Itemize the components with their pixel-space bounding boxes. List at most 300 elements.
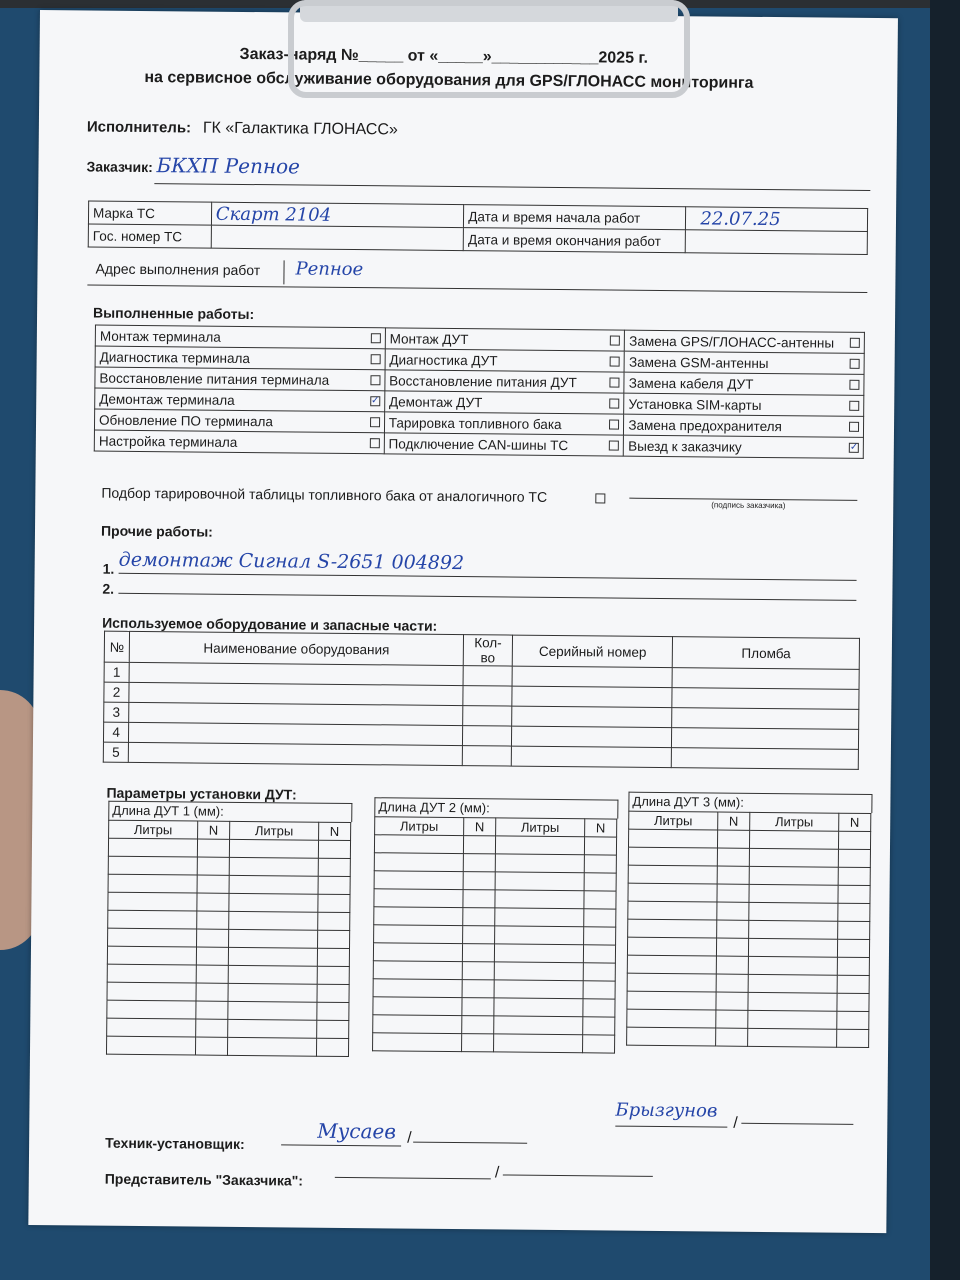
dut-row — [107, 946, 349, 966]
dut-row — [108, 856, 350, 876]
dut-col-header: Литры — [109, 820, 198, 839]
equipment-cell[interactable] — [512, 686, 672, 708]
work-label: Диагностика терминала — [99, 349, 250, 366]
dut-cell[interactable] — [627, 1027, 716, 1046]
dut-cell[interactable] — [318, 912, 350, 930]
dut-cell[interactable] — [748, 956, 837, 975]
dut-row — [627, 1027, 869, 1047]
rep-sign-line-upper — [615, 1126, 727, 1128]
work-cell — [95, 346, 385, 370]
equipment-cell[interactable] — [512, 726, 672, 748]
dut-row — [108, 838, 350, 858]
equipment-cell[interactable] — [512, 706, 672, 728]
dut-cell[interactable] — [627, 991, 716, 1010]
dut-cell[interactable] — [462, 1016, 494, 1034]
dut-cell[interactable] — [838, 903, 870, 921]
tech-sign-line — [281, 1144, 401, 1146]
dut-cell[interactable] — [316, 1020, 348, 1038]
dut-cell[interactable] — [317, 1002, 349, 1020]
dut-cell[interactable] — [106, 1036, 195, 1055]
work-cell — [94, 430, 384, 454]
work-checkbox[interactable] — [609, 440, 619, 450]
rep-slash-upper: / — [733, 1114, 738, 1132]
other-title: Прочие работы: — [100, 522, 213, 540]
equipment-table — [103, 631, 860, 770]
dut-cell[interactable] — [716, 920, 748, 938]
dut-cell[interactable] — [628, 883, 717, 902]
dut-cell[interactable] — [107, 964, 196, 983]
dut-col-header: Литры — [629, 811, 718, 830]
other-line-1 — [119, 573, 857, 581]
end-value[interactable] — [686, 230, 868, 255]
dut-cell[interactable] — [583, 1017, 615, 1035]
dut-cell[interactable] — [462, 926, 494, 944]
dut-cell[interactable] — [749, 848, 838, 867]
work-cell — [385, 370, 625, 393]
dut-cell[interactable] — [373, 979, 462, 998]
dut-cell[interactable] — [228, 983, 317, 1002]
dut-cell[interactable] — [462, 980, 494, 998]
dut-col-header: N — [584, 819, 616, 837]
dut-block-1 — [106, 801, 352, 1057]
dut-row — [373, 943, 615, 963]
dut-cell[interactable] — [716, 992, 748, 1010]
dut-col-header: N — [718, 812, 750, 830]
work-cell — [624, 393, 864, 416]
dut-cell[interactable] — [317, 930, 349, 948]
dut-row — [374, 889, 616, 909]
dut-cell[interactable] — [749, 830, 838, 849]
dut-length-label: Длина ДУТ 1 (мм): — [108, 801, 352, 822]
dut-cell[interactable] — [107, 982, 196, 1001]
dut-cell[interactable] — [749, 866, 838, 885]
work-checkbox[interactable] — [610, 335, 620, 345]
equipment-row-num: 3 — [104, 702, 129, 722]
work-cell — [624, 435, 864, 458]
dut-col-header: Литры — [230, 821, 319, 840]
dut-cell[interactable] — [494, 1034, 583, 1053]
dut-cell[interactable] — [227, 1037, 316, 1056]
equipment-cell[interactable] — [463, 666, 513, 686]
dut-cell[interactable] — [108, 928, 197, 947]
dut-cell[interactable] — [196, 929, 228, 947]
equipment-header: Пломба — [673, 637, 860, 670]
dut-row — [108, 892, 350, 912]
work-label: Монтаж терминала — [99, 328, 221, 345]
work-checkbox[interactable] — [371, 333, 381, 343]
dut-cell[interactable] — [716, 974, 748, 992]
work-checkbox[interactable] — [849, 422, 859, 432]
dut-cell[interactable] — [228, 1019, 317, 1038]
work-checkbox[interactable] — [610, 377, 620, 387]
dut-row — [628, 883, 870, 903]
dut-cell[interactable] — [461, 1034, 493, 1052]
dut-cell[interactable] — [583, 999, 615, 1017]
work-checkbox[interactable] — [849, 401, 859, 411]
dut-cell[interactable] — [717, 848, 749, 866]
dut-cell[interactable] — [317, 984, 349, 1002]
dut-row — [627, 991, 869, 1011]
dut-cell[interactable] — [716, 956, 748, 974]
dut-cell[interactable] — [494, 962, 583, 981]
dut-cell[interactable] — [197, 875, 229, 893]
dut-cell[interactable] — [108, 910, 197, 929]
background-edge — [930, 0, 960, 1280]
dut-cell[interactable] — [229, 839, 318, 858]
dut-cell[interactable] — [373, 1015, 462, 1034]
work-checkbox[interactable] — [610, 398, 620, 408]
dut-cell[interactable] — [317, 948, 349, 966]
equipment-row-num: 1 — [104, 662, 129, 682]
tech-slash: / — [407, 1129, 412, 1147]
dut-cell[interactable] — [318, 876, 350, 894]
dut-cell[interactable] — [495, 836, 584, 855]
equipment-row-num: 5 — [103, 742, 128, 762]
dut-cell[interactable] — [196, 1001, 228, 1019]
work-cell — [625, 330, 865, 353]
equipment-header: Кол-во — [463, 635, 513, 666]
work-checkbox[interactable] — [850, 338, 860, 348]
equipment-row-num: 2 — [104, 682, 129, 702]
dut-cell[interactable] — [318, 894, 350, 912]
dut-row — [627, 937, 869, 957]
dut-row — [628, 829, 870, 849]
dut-cell[interactable] — [838, 849, 870, 867]
equipment-row-num: 4 — [103, 722, 128, 742]
title-line-2: на сервисное обслуживание оборудования для GPS/ГЛОНАСС мониторинга — [144, 69, 754, 92]
dut-row — [373, 997, 615, 1017]
dut-length-label: Длина ДУТ 3 (мм): — [628, 792, 872, 813]
dut-cell[interactable] — [317, 966, 349, 984]
brand-label: Марка ТС — [88, 201, 211, 225]
dut-cell[interactable] — [374, 889, 463, 908]
equipment-cell[interactable] — [672, 728, 859, 750]
dut-cell[interactable] — [462, 944, 494, 962]
dut-cell[interactable] — [316, 1038, 348, 1056]
customer-line — [154, 183, 870, 191]
dut-cell[interactable] — [108, 856, 197, 875]
equipment-title: Используемое оборудование и запасные части: — [102, 614, 438, 634]
dut-cell[interactable] — [837, 957, 869, 975]
address-divider — [283, 260, 284, 284]
dut-cell[interactable] — [583, 945, 615, 963]
dut-cell[interactable] — [717, 866, 749, 884]
dut-length-label: Длина ДУТ 2 (мм): — [374, 797, 618, 818]
equipment-cell[interactable] — [673, 668, 860, 690]
equipment-cell[interactable] — [462, 706, 512, 726]
dut-row — [627, 973, 869, 993]
dut-cell[interactable] — [197, 893, 229, 911]
dut-cell[interactable] — [494, 980, 583, 999]
dut-cell[interactable] — [837, 1011, 869, 1029]
dut-cell[interactable] — [837, 993, 869, 1011]
dut-col-header: N — [197, 821, 229, 839]
work-checkbox[interactable] — [849, 380, 859, 390]
dut-row — [628, 919, 870, 939]
dut-table — [372, 816, 617, 1053]
dut-cell[interactable] — [228, 1001, 317, 1020]
equipment-cell[interactable] — [463, 686, 513, 706]
equipment-header: Наименование оборудования — [129, 631, 463, 665]
work-label: Демонтаж ДУТ — [388, 393, 483, 410]
work-cell — [384, 412, 624, 435]
dut-cell[interactable] — [462, 998, 494, 1016]
equipment-cell[interactable] — [672, 748, 859, 770]
rep-slash: / — [494, 1164, 500, 1182]
work-cell — [95, 367, 385, 391]
work-cell — [94, 409, 384, 433]
dut-block-2 — [372, 797, 618, 1053]
dut-cell[interactable] — [463, 836, 495, 854]
dut-cell[interactable] — [749, 902, 838, 921]
dut-cell[interactable] — [494, 1016, 583, 1035]
dut-cell[interactable] — [374, 925, 463, 944]
dut-table — [626, 811, 871, 1048]
dut-row — [106, 1036, 348, 1056]
dut-cell[interactable] — [838, 867, 870, 885]
dut-row — [108, 928, 350, 948]
start-value[interactable]: 22.07.25 — [686, 207, 868, 232]
dut-cell[interactable] — [196, 1019, 228, 1037]
dut-cell[interactable] — [749, 920, 838, 939]
dut-cell[interactable] — [716, 1010, 748, 1028]
dut-cell[interactable] — [318, 840, 350, 858]
dut-cell[interactable] — [196, 983, 228, 1001]
dut-block-3 — [626, 792, 872, 1048]
dut-cell[interactable] — [837, 921, 869, 939]
work-cell — [624, 351, 864, 374]
dut-cell[interactable] — [583, 963, 615, 981]
address-value: Репное — [295, 258, 364, 281]
dut-cell[interactable] — [628, 919, 717, 938]
dut-row — [107, 1000, 349, 1020]
dut-cell[interactable] — [196, 947, 228, 965]
dut-cell[interactable] — [628, 829, 717, 848]
dut-cell[interactable] — [628, 847, 717, 866]
dut-cell[interactable] — [716, 938, 748, 956]
dut-cell[interactable] — [197, 911, 229, 929]
dut-row — [374, 925, 616, 945]
dut-cell[interactable] — [495, 908, 584, 927]
work-cell — [624, 372, 864, 395]
plate-value[interactable] — [211, 225, 464, 250]
dut-col-header: Литры — [375, 817, 464, 836]
dut-cell[interactable] — [197, 857, 229, 875]
dut-cell[interactable] — [583, 981, 615, 999]
work-label: Восстановление питания ДУТ — [389, 372, 577, 390]
dut-cell[interactable] — [627, 937, 716, 956]
dut-cell[interactable] — [748, 938, 837, 957]
tech-name-line — [413, 1142, 527, 1144]
work-checkbox[interactable]: ✓ — [849, 441, 859, 453]
other-item-1-num: 1. — [102, 560, 115, 577]
dut-cell[interactable] — [628, 865, 717, 884]
dut-cell[interactable] — [584, 837, 616, 855]
customer-value: БКХП Репное — [156, 153, 301, 179]
dut-cell[interactable] — [107, 946, 196, 965]
dut-cell[interactable] — [229, 857, 318, 876]
work-label: Замена GPS/ГЛОНАСС-антенны — [629, 333, 835, 351]
rep-name-line-upper — [741, 1123, 853, 1125]
work-cell — [384, 391, 624, 414]
dut-cell[interactable] — [748, 1028, 837, 1047]
work-label: Настройка терминала — [98, 433, 238, 450]
calibration-label: Подбор тарировочной таблицы топливного бака от аналогичного ТС — [101, 484, 548, 505]
dut-row — [628, 865, 870, 885]
dut-cell[interactable] — [628, 901, 717, 920]
work-checkbox[interactable] — [370, 354, 380, 364]
dut-cell[interactable] — [197, 839, 229, 857]
dut-cell[interactable] — [627, 955, 716, 974]
dut-row — [628, 847, 870, 867]
dut-cell[interactable] — [838, 885, 870, 903]
dut-row — [628, 901, 870, 921]
dut-cell[interactable] — [463, 908, 495, 926]
dut-cell[interactable] — [195, 1037, 227, 1055]
dut-cell[interactable] — [374, 907, 463, 926]
dut-cell[interactable] — [627, 1009, 716, 1028]
executor-value: ГК «Галактика ГЛОНАСС» — [202, 119, 398, 139]
dut-cell[interactable] — [374, 871, 463, 890]
dut-cell[interactable] — [495, 872, 584, 891]
work-label: Подключение CAN-шины ТС — [388, 435, 569, 453]
tech-signature: Мусаев — [317, 1118, 397, 1144]
dut-cell[interactable] — [583, 927, 615, 945]
dut-cell[interactable] — [107, 1000, 196, 1019]
work-checkbox[interactable] — [370, 438, 380, 448]
dut-cell[interactable] — [494, 998, 583, 1017]
equipment-cell[interactable] — [511, 746, 671, 768]
work-order-sheet — [28, 10, 898, 1233]
equipment-header: Серийный номер — [512, 635, 673, 668]
dut-cell[interactable] — [108, 892, 197, 911]
dut-cell[interactable] — [373, 997, 462, 1016]
dut-cell[interactable] — [582, 1035, 614, 1053]
dut-cell[interactable] — [228, 947, 317, 966]
dut-cell[interactable] — [463, 890, 495, 908]
dut-cell[interactable] — [748, 992, 837, 1011]
dut-cell[interactable] — [494, 944, 583, 963]
dut-cell[interactable] — [462, 962, 494, 980]
other-line-2 — [118, 593, 856, 601]
work-label: Демонтаж терминала — [99, 391, 235, 408]
dut-cell[interactable] — [717, 902, 749, 920]
dut-cell[interactable] — [373, 961, 462, 980]
dut-cell[interactable] — [374, 835, 463, 854]
work-checkbox[interactable] — [610, 356, 620, 366]
dut-cell[interactable] — [584, 909, 616, 927]
calibration-checkbox[interactable] — [595, 493, 605, 503]
dut-cell[interactable] — [584, 891, 616, 909]
dut-cell[interactable] — [463, 872, 495, 890]
equipment-cell[interactable] — [672, 688, 859, 710]
dut-row — [627, 1009, 869, 1029]
dut-cell[interactable] — [584, 855, 616, 873]
dut-cell[interactable] — [108, 874, 197, 893]
work-label: Обновление ПО терминала — [98, 412, 274, 429]
dut-col-header: Литры — [750, 812, 839, 831]
signature-caption: (подпись заказчика) — [711, 500, 786, 511]
work-checkbox[interactable] — [609, 419, 619, 429]
dut-cell[interactable] — [107, 1018, 196, 1037]
title-line-1: Заказ-наряд №_____ от «_____»____________2025 г. — [239, 45, 649, 67]
work-label: Тарировка топливного бака — [388, 414, 562, 432]
dut-cell[interactable] — [748, 974, 837, 993]
dut-cell[interactable] — [373, 943, 462, 962]
dut-cell[interactable] — [228, 929, 317, 948]
dut-cell[interactable] — [229, 911, 318, 930]
dut-cell[interactable] — [373, 1033, 462, 1052]
dut-cell[interactable] — [229, 875, 318, 894]
customer-label: Заказчик: — [86, 158, 153, 176]
work-label: Замена кабеля ДУТ — [628, 375, 754, 392]
dut-cell[interactable] — [717, 884, 749, 902]
dut-cell[interactable] — [318, 858, 350, 876]
metal-clip — [288, 0, 690, 98]
dut-cell[interactable] — [837, 939, 869, 957]
work-cell — [385, 328, 625, 351]
dut-cell[interactable] — [229, 893, 318, 912]
vehicle-table — [88, 200, 868, 254]
equipment-cell[interactable] — [128, 742, 462, 765]
works-table — [94, 325, 865, 459]
dut-row — [374, 871, 616, 891]
dut-cell[interactable] — [495, 890, 584, 909]
work-cell — [95, 388, 385, 412]
dut-cell[interactable] — [228, 965, 317, 984]
work-cell — [624, 414, 864, 437]
work-cell — [385, 349, 625, 372]
work-checkbox[interactable]: ✓ — [370, 395, 380, 407]
work-checkbox[interactable] — [370, 417, 380, 427]
work-label: Замена GSM-антенны — [628, 354, 769, 371]
dut-cell[interactable] — [717, 830, 749, 848]
dut-cell[interactable] — [495, 854, 584, 873]
dut-col-header: Литры — [496, 818, 585, 837]
equipment-cell[interactable] — [462, 726, 512, 746]
dut-cell[interactable] — [196, 965, 228, 983]
dut-cell[interactable] — [495, 926, 584, 945]
executor-label: Исполнитель: — [86, 118, 192, 137]
rep-signature: Брызгунов — [615, 1099, 718, 1122]
dut-cell[interactable] — [749, 884, 838, 903]
work-label: Установка SIM-карты — [628, 396, 762, 413]
dut-cell[interactable] — [108, 838, 197, 857]
start-label: Дата и время начала работ — [464, 205, 686, 230]
work-checkbox[interactable] — [370, 375, 380, 385]
dut-cell[interactable] — [715, 1028, 747, 1046]
dut-cell[interactable] — [836, 1029, 868, 1047]
equipment-cell[interactable] — [672, 708, 859, 730]
dut-cell[interactable] — [748, 1010, 837, 1029]
plate-label: Гос. номер ТС — [88, 224, 211, 248]
dut-cell[interactable] — [627, 973, 716, 992]
end-label: Дата и время окончания работ — [463, 228, 685, 253]
equipment-cell[interactable] — [462, 746, 512, 766]
dut-cell[interactable] — [837, 975, 869, 993]
dut-cell[interactable] — [584, 873, 616, 891]
dut-cell[interactable] — [838, 831, 870, 849]
dut-cell[interactable] — [463, 854, 495, 872]
address-line — [87, 284, 867, 292]
dut-row — [107, 982, 349, 1002]
dut-cell[interactable] — [374, 853, 463, 872]
brand-value[interactable]: Скарт 2104 — [211, 202, 464, 227]
equipment-cell[interactable] — [512, 666, 672, 688]
dut-col-header: N — [318, 822, 350, 840]
dut-col-header: N — [838, 813, 870, 831]
work-checkbox[interactable] — [850, 359, 860, 369]
